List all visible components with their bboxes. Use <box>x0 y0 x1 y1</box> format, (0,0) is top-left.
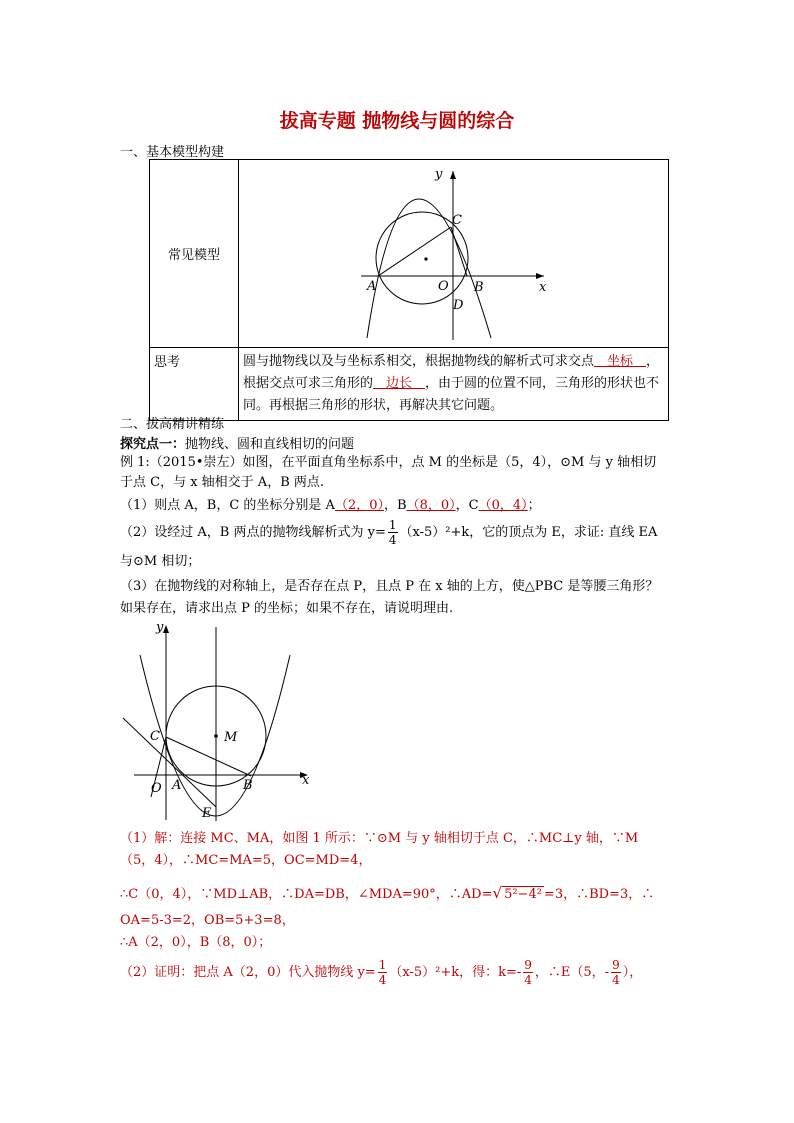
s2-frac3-num: 9 <box>612 958 620 972</box>
q1-end: ； <box>527 498 541 513</box>
q2-frac-num: 1 <box>388 518 397 532</box>
line-ea <box>123 718 216 807</box>
label-o: O <box>438 279 449 294</box>
solution-2 <box>120 956 680 990</box>
explore-label: 探究点一： <box>120 437 186 452</box>
example-line-1: 例 1:（2015•崇左）如图，在平面直角坐标系中，点 M 的坐标是（5，4），⊙M 与 y 轴相切 <box>120 455 657 470</box>
s2-frac1-den: 4 <box>378 973 387 987</box>
explore-text: 抛物线、圆和直线相切的问题 <box>185 437 355 452</box>
example-diagram <box>118 615 318 825</box>
section-heading-1: 一、基本模型构建 <box>120 145 225 160</box>
think-text-1: 圆与抛物线以及与坐标系相交，根据抛物线的解析式可求交点 <box>243 354 595 369</box>
question-3-line-2: 如果存在，请求出点 P 的坐标；如果不存在，请说明理由. <box>120 601 454 616</box>
q2-text: （2）设经过 A，B 两点的抛物线解析式为 y= <box>120 525 386 540</box>
explore-heading <box>120 433 354 452</box>
s2-fraction-2 <box>523 958 533 987</box>
label-b: B <box>474 280 484 295</box>
think-answer-1: 坐标 <box>594 354 647 369</box>
model-diagram <box>239 160 668 343</box>
q1-b-text: ，B <box>384 498 407 513</box>
label-x: x <box>302 773 310 788</box>
s2-frac3-den: 4 <box>612 973 620 987</box>
line-cb <box>166 737 251 776</box>
q2-fraction <box>388 518 398 547</box>
think-answer-2: 边长 <box>373 376 426 391</box>
q1-c-text: ，C <box>455 498 479 513</box>
label-o: O <box>151 781 162 796</box>
q2-text-post: （x-5）²+k，它的顶点为 E，求证: 直线 EA <box>399 525 658 540</box>
label-b: B <box>243 778 253 793</box>
s2-fraction-1 <box>378 958 388 987</box>
s2-fraction-3 <box>611 958 621 987</box>
q1-answer-c: （0，4） <box>478 498 528 513</box>
s1-sqrt: 5²−4² <box>504 887 542 902</box>
label-x: x <box>539 280 547 295</box>
s2-frac2-num: 9 <box>524 958 532 972</box>
think-text-2: ，根据交点可求三角形的 <box>243 354 660 391</box>
think-text-3: ，由于圆的位置不同，三角形的形状也不同。再根据三角形的形状，再解决其它问题。 <box>243 376 660 413</box>
line-ac <box>378 227 451 276</box>
label-a: A <box>367 279 377 294</box>
s2-text: （2）证明：把点 A（2，0）代入抛物线 y= <box>120 965 376 980</box>
q1-text: （1）则点 A，B，C 的坐标分别是 A <box>120 498 335 513</box>
q2-frac-den: 4 <box>388 533 397 547</box>
s2-frac1-num: 1 <box>378 958 387 972</box>
page-title: 拔高专题 抛物线与圆的综合 <box>279 110 515 132</box>
s2-frac2-den: 4 <box>524 973 532 987</box>
s1-line3-text: ∴C（0，4），∵MD⊥AB，∴DA=DB，∠MDA=90°，∴AD= <box>120 887 493 902</box>
label-y: y <box>435 167 443 182</box>
think-label-cell <box>150 348 239 421</box>
model-table <box>149 159 669 421</box>
s2-end: ）， <box>622 965 643 980</box>
label-e: E <box>202 806 212 821</box>
question-1 <box>120 495 680 517</box>
model-label: 常见模型 <box>167 248 220 263</box>
think-cell <box>239 348 669 421</box>
solution-1-line-3: ∴C（0，4），∵MD⊥AB，∴DA=DB，∠MDA=90°，∴AD=√ 5²−4² =3，∴BD=3，∴ <box>120 884 655 902</box>
label-c: C <box>452 213 462 228</box>
solution-1-line-1: （1）解：连接 MC、MA，如图 1 所示：∵⊙M 与 y 轴相切于点 C，∴MC⊥y 轴，∵M <box>120 831 639 846</box>
label-m: M <box>224 730 238 745</box>
s2-mid: （x-5）²+k，得：k=- <box>389 965 522 980</box>
s2-mid2: ，∴E（5，- <box>534 965 610 980</box>
q1-answer-b: （8，0） <box>406 498 456 513</box>
section-heading-2: 二、拔高精讲精练 <box>120 417 225 432</box>
question-3-line-1: （3）在抛物线的对称轴上，是否存在点 P，且点 P 在 x 轴的上方，使△PBC 是等腰三角形？ <box>120 579 659 594</box>
y-axis-arrow <box>163 625 169 633</box>
model-label-cell <box>150 160 239 348</box>
x-axis-arrow <box>536 273 544 279</box>
y-axis-arrow <box>450 171 456 179</box>
question-2 <box>120 518 680 548</box>
model-diagram-cell <box>239 160 669 348</box>
q1-answer-a: （2，0） <box>334 498 384 513</box>
solution-1-line-2: （5，4），∴MC=MA=5，OC=MD=4， <box>120 853 372 868</box>
parabola <box>367 199 491 338</box>
solution-1-line-4: OA=5-3=2，OB=5+3=8， <box>120 913 295 928</box>
label-c: C <box>150 729 160 744</box>
question-2-line-2: 与⊙M 相切； <box>120 554 201 569</box>
center-dot-m <box>214 734 218 738</box>
solution-1-line-5: ∴A（2，0），B（8，0）； <box>120 935 272 950</box>
circle-center-dot <box>424 257 427 260</box>
think-label: 思考 <box>154 355 181 370</box>
s1-line3-post: =3，∴BD=3，∴ <box>543 887 655 902</box>
label-y: y <box>156 620 164 635</box>
label-d: D <box>453 298 464 313</box>
example-line-2: 于点 C，与 x 轴相交于 A，B 两点. <box>120 475 325 490</box>
label-a: A <box>172 778 182 793</box>
